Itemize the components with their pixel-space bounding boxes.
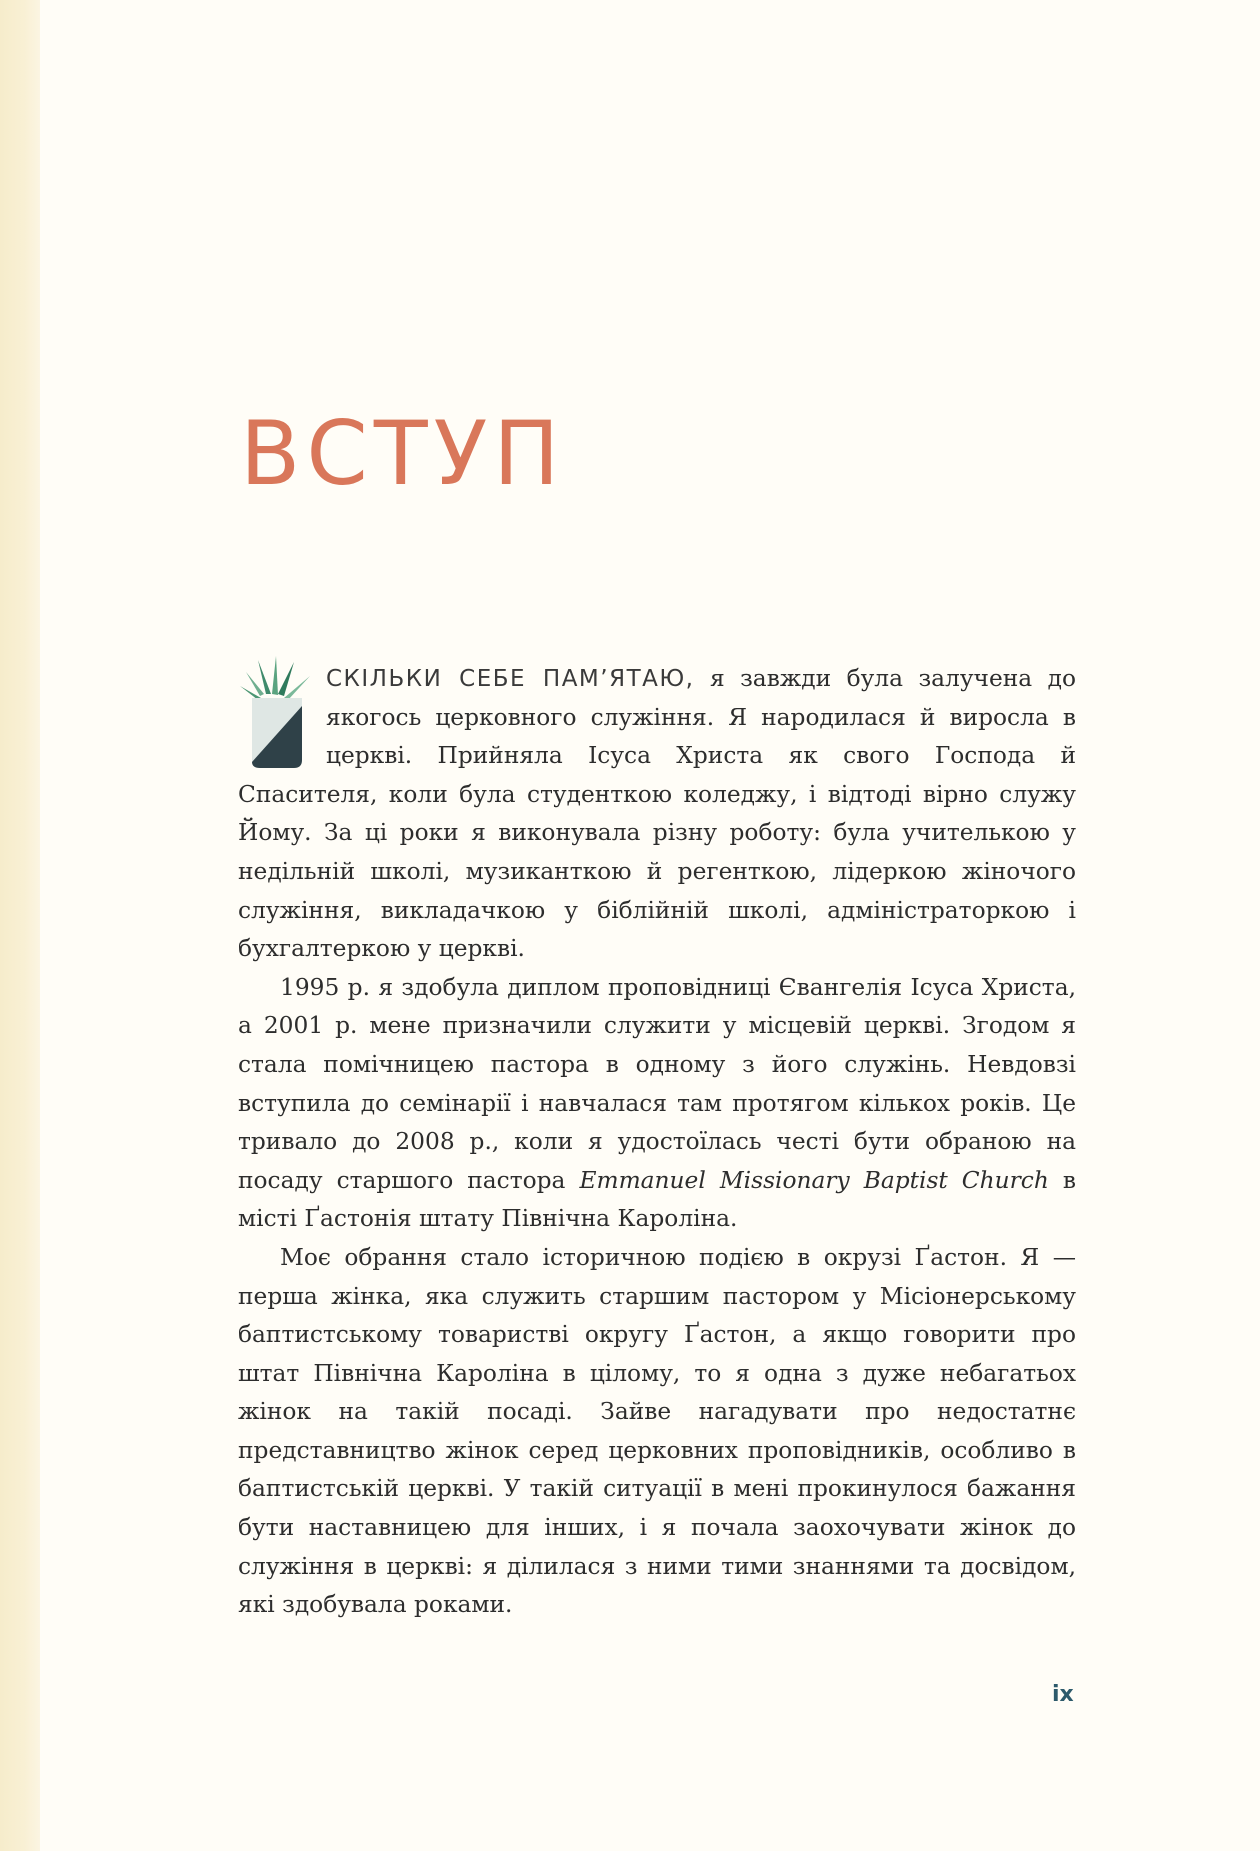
paragraph-1-text: я завжди була залучена до якогось церковного служіння. Я народилася й виросла в церкві. Прийняла Ісуса Христа як свого Господа й Спасителя, коли була студенткою коледжу, і відтоді вірно служу Йому. За ці роки я виконувала різну роботу: була учителькою у недільній школі, музиканткою й регенткою, лідеркою жіночого служіння, викладачкою у біблійній школі, адміністраторкою і бухгалтеркою у церкві. <box>238 665 1076 963</box>
church-name: Emmanuel Missionary Baptist Church <box>579 1166 1049 1194</box>
chapter-title: ВСТУП <box>240 402 566 505</box>
body-text <box>238 660 1076 1625</box>
page-number: ix <box>1052 1682 1074 1707</box>
potted-plant-icon <box>238 654 312 772</box>
lead-in: СКІЛЬКИ СЕБЕ ПАМ’ЯТАЮ, <box>326 666 695 692</box>
paragraph-2-text: 1995 р. я здобула диплом проповідниці Євангелія Ісуса Христа, а 2001 р. мене призначили служити у місцевій церкві. Згодом я стала помічницею пастора в одному з його служінь. Невдовзі вступила до семінарії і навчалася там протягом кількох років. Це тривало до 2008 р., коли я удостоїлась честі бути обраною на посаду старшого пастора <box>238 973 1076 1194</box>
paragraph-2 <box>238 969 1076 1239</box>
paragraph-1 <box>238 660 1076 969</box>
paragraph-2-end: в місті Ґастонія штату Північна Кароліна. <box>238 1166 1076 1233</box>
page-edge <box>0 0 40 1851</box>
paragraph-3-text: Моє обрання стало історичною подією в окрузі Ґастон. Я — перша жінка, яка служить старшим пастором у Місіонерському баптистському товаристві округу Ґастон, а якщо говорити про штат Північна Кароліна в цілому, то я одна з дуже небагатьох жінок на такій посаді. Зайве нагадувати про недостатнє представництво жінок серед церковних проповідників, особливо в баптистській церкві. У такій ситуації в мені прокинулося бажання бути наставницею для інших, і я почала заохочувати жінок до служіння в церкві: я ділилася з ними тими знаннями та досвідом, які здобувала роками. <box>238 1243 1076 1619</box>
paragraph-3 <box>238 1239 1076 1625</box>
